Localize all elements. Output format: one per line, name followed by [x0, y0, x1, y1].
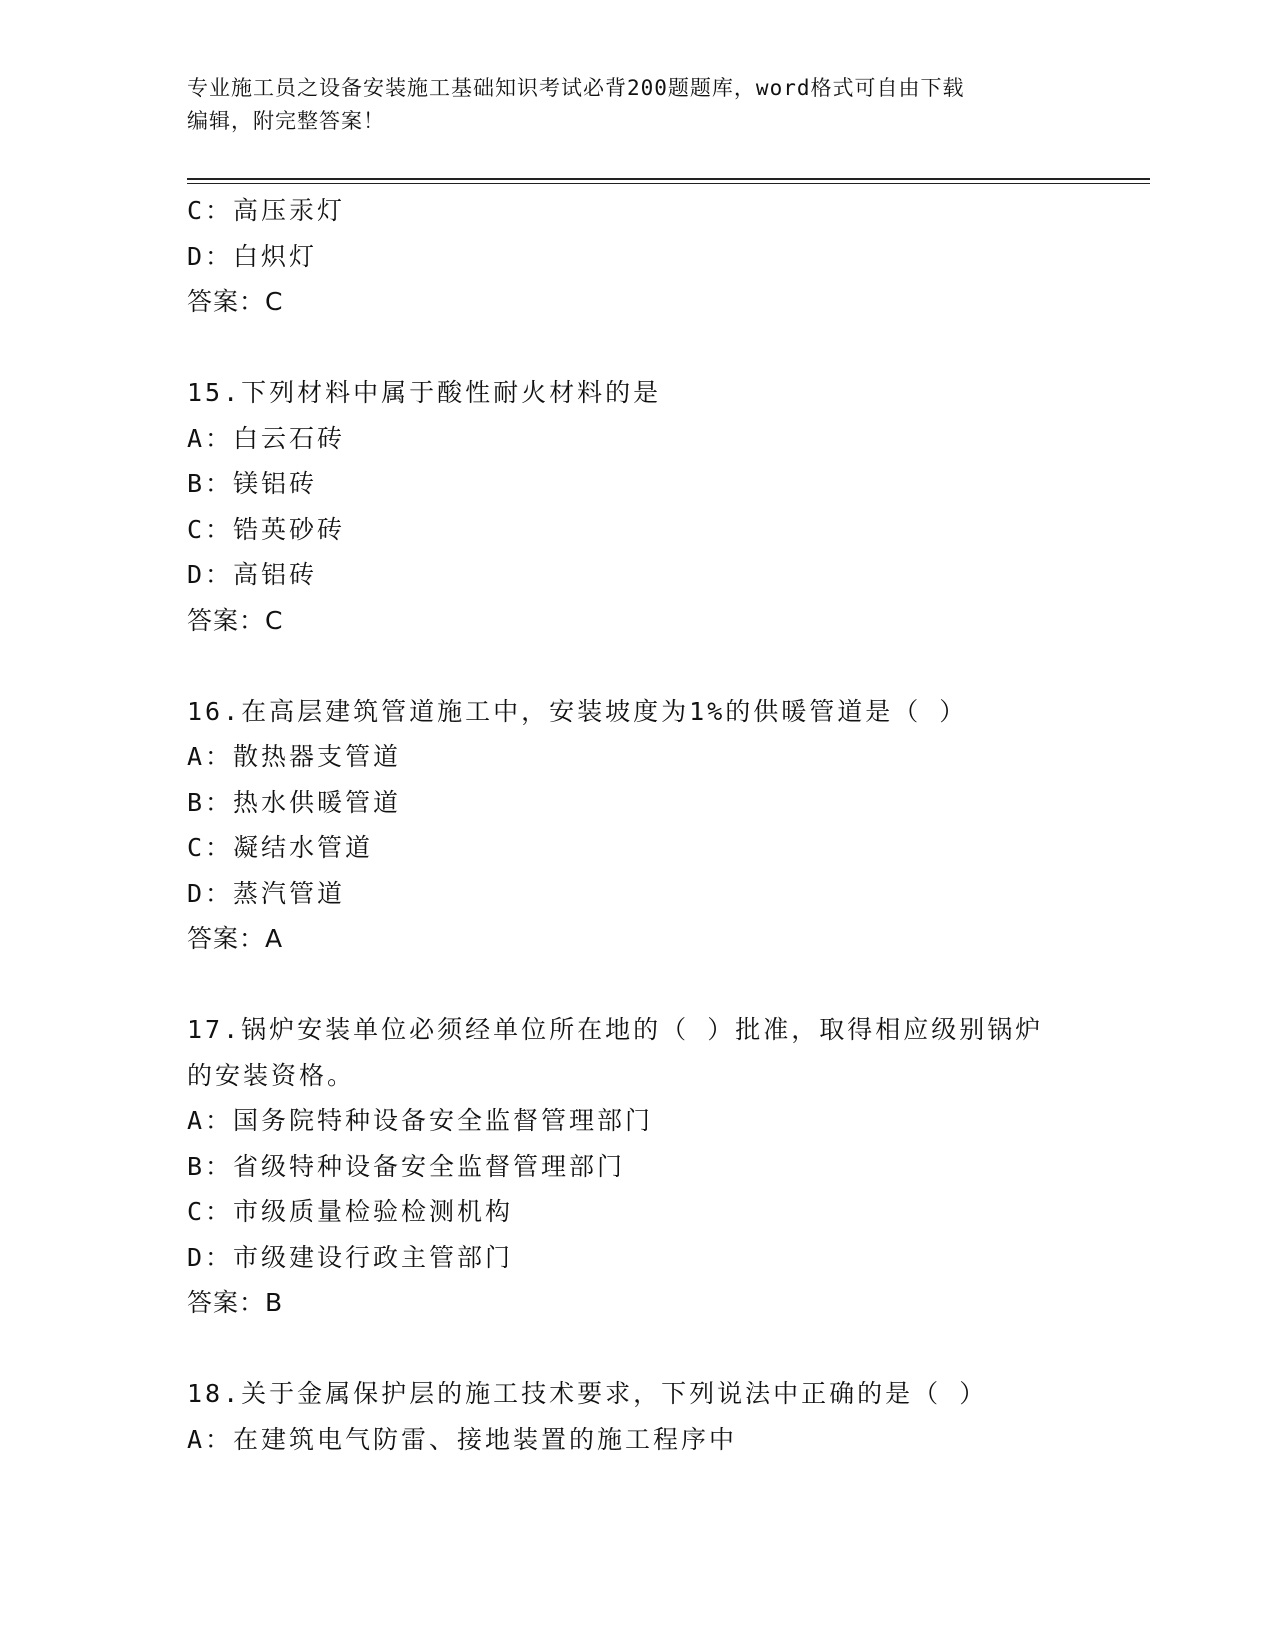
header-line-2: 编辑，附完整答案！ — [187, 109, 385, 133]
header-divider-thin — [187, 183, 1150, 184]
option-a: A：散热器支管道 — [187, 742, 402, 771]
question-stem: 18.关于金属保护层的施工技术要求，下列说法中正确的是（ ） — [187, 1379, 988, 1408]
option-c: C：锆英砂砖 — [187, 514, 346, 544]
question-stem-continued: 的安装资格。 — [187, 1060, 356, 1090]
option-a: A：国务院特种设备安全监督管理部门 — [187, 1106, 654, 1135]
option-d: D：市级建设行政主管部门 — [187, 1242, 514, 1272]
spacer — [187, 1326, 1087, 1372]
option-d: D：高铝砖 — [187, 560, 318, 589]
question-18 — [187, 1371, 1087, 1462]
option-c: C：凝结水管道 — [187, 833, 374, 862]
question-15 — [187, 370, 1087, 643]
header-line-1: 专业施工员之设备安装施工基础知识考试必背200题题库，word格式可自由下载 — [187, 76, 965, 100]
option-d: D：白炽灯 — [187, 241, 318, 271]
question-list — [187, 188, 1087, 1462]
question-stem: 17.锅炉安装单位必须经单位所在地的（ ）批准，取得相应级别锅炉 — [187, 1015, 1044, 1044]
option-d: D：蒸汽管道 — [187, 878, 346, 908]
question-17 — [187, 1007, 1087, 1326]
answer-line: 答案：C — [187, 605, 284, 635]
question-stem: 16.在高层建筑管道施工中，安装坡度为1%的供暖管道是（ ） — [187, 696, 968, 726]
answer-line: 答案：C — [187, 287, 284, 316]
option-c: C：市级质量检验检测机构 — [187, 1197, 514, 1226]
answer-line: 答案：B — [187, 1288, 284, 1317]
option-b: B：镁铝砖 — [187, 469, 318, 498]
document-header — [187, 72, 1087, 138]
spacer — [187, 643, 1087, 689]
spacer — [187, 325, 1087, 371]
question-stem: 15.下列材料中属于酸性耐火材料的是 — [187, 378, 662, 407]
spacer — [187, 962, 1087, 1008]
option-b: B：省级特种设备安全监督管理部门 — [187, 1151, 626, 1181]
partial-question — [187, 188, 1087, 325]
question-16 — [187, 689, 1087, 962]
option-a: A：在建筑电气防雷、接地装置的施工程序中 — [187, 1424, 738, 1454]
option-a: A：白云石砖 — [187, 423, 346, 453]
header-divider-thick — [187, 178, 1150, 180]
option-c: C：高压汞灯 — [187, 196, 346, 225]
answer-line: 答案：A — [187, 924, 284, 953]
option-b: B：热水供暖管道 — [187, 787, 402, 817]
